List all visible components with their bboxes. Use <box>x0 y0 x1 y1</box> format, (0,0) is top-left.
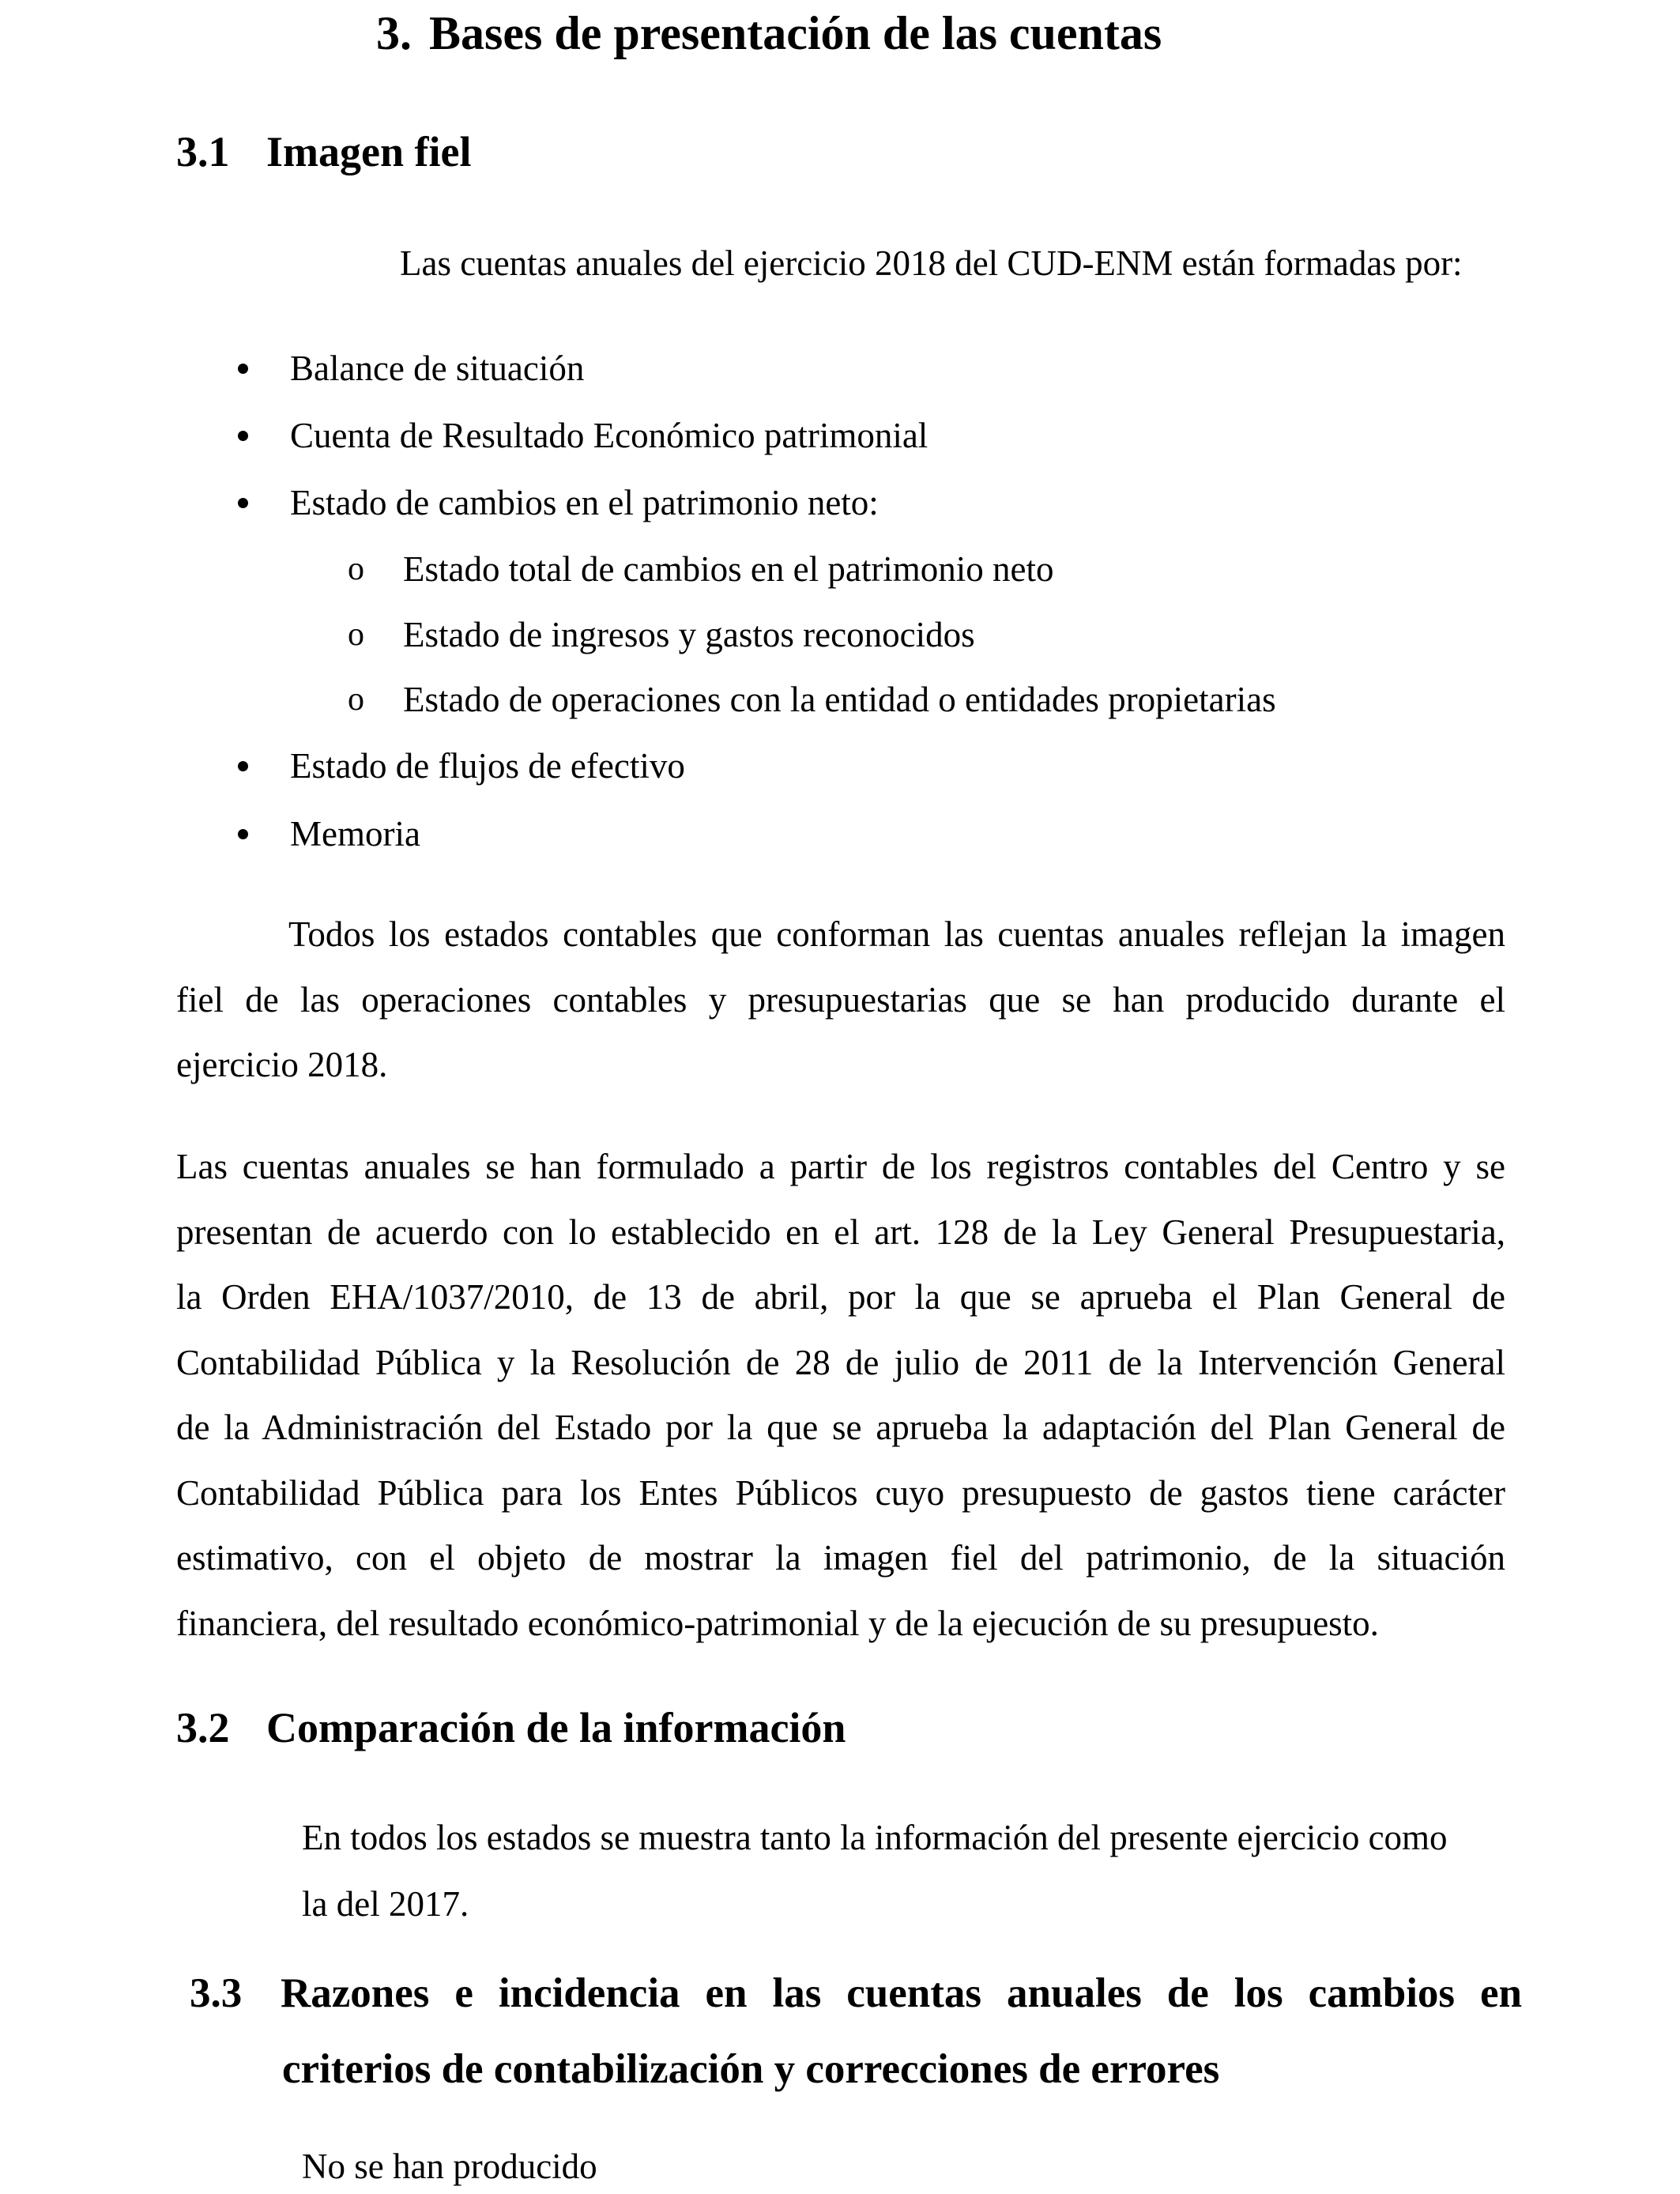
paragraph-line: Las cuentas anuales se han formulado a partir de los registros contables del Centro y se <box>176 1147 1505 1186</box>
bullet-icon <box>238 431 248 441</box>
paragraph-line: estimativo, con el objeto de mostrar la imagen fiel del patrimonio, de la situación <box>176 1538 1505 1578</box>
list-item: Balance de situación <box>290 349 585 388</box>
paragraph-line: ejercicio 2018. <box>176 1045 388 1084</box>
circle-bullet-icon: o <box>348 681 364 718</box>
paragraph-line: la del 2017. <box>302 1884 469 1924</box>
list-item: Estado de flujos de efectivo <box>290 746 685 786</box>
heading-word: de <box>1166 1970 1209 2016</box>
heading-3-3 <box>190 1955 1522 2107</box>
heading-3-1-number: 3.1 <box>176 128 230 175</box>
heading-3-3-number: 3.3 <box>190 1970 243 2016</box>
list-item: Memoria <box>290 814 420 854</box>
paragraph-line: presentan de acuerdo con lo establecido en el art. 128 de la Ley General Presupuestaria, <box>176 1212 1505 1252</box>
heading-word: anuales <box>1007 1970 1142 2016</box>
paragraph-line: Contabilidad Pública y la Resolución de 28 de julio de 2011 de la Intervención General <box>176 1342 1505 1382</box>
section-title: Bases de presentación de las cuentas <box>429 7 1162 59</box>
intro-text: Las cuentas anuales del ejercicio 2018 del CUD-ENM están formadas por: <box>400 243 1463 283</box>
paragraph-imagen-fiel <box>176 902 1505 1098</box>
heading-word: en <box>1480 1970 1523 2016</box>
paragraph-line: de la Administración del Estado por la que se aprueba la adaptación del Plan General de <box>176 1408 1505 1447</box>
heading-word: incidencia <box>498 1970 680 2016</box>
list-item: Estado de cambios en el patrimonio neto: <box>290 483 879 522</box>
bullet-icon <box>238 498 248 508</box>
sub-list-item: Estado de ingresos y gastos reconocidos <box>403 615 975 654</box>
bullet-icon <box>238 364 248 374</box>
paragraph-line: financiera, del resultado económico-patrimonial y de la ejecución de su presupuesto. <box>176 1603 1379 1643</box>
page-title <box>376 2 1162 65</box>
heading-word: cambios <box>1308 1970 1456 2016</box>
paragraph-formulacion <box>176 1134 1505 1656</box>
heading-3-2 <box>176 1696 846 1759</box>
heading-3-3-line-2: criterios de contabilización y correcciones de errores <box>282 2046 1220 2092</box>
paragraph-line: la Orden EHA/1037/2010, de 13 de abril, por la que se aprueba el Plan General de <box>176 1277 1505 1317</box>
paragraph-cambios: No se han producido <box>302 2147 597 2186</box>
paragraph-comparacion <box>302 1804 1448 1937</box>
circle-bullet-icon: o <box>348 616 364 653</box>
list-item: Cuenta de Resultado Económico patrimonial <box>290 416 929 455</box>
heading-3-3-line-1 <box>190 1955 1522 2031</box>
heading-3-2-number: 3.2 <box>176 1704 230 1751</box>
heading-word: Razones <box>281 1970 430 2016</box>
heading-3-1-title: Imagen fiel <box>266 128 472 175</box>
heading-word: los <box>1234 1970 1283 2016</box>
paragraph-line: Contabilidad Pública para los Entes Públicos cuyo presupuesto de gastos tiene carácter <box>176 1472 1505 1513</box>
heading-word: cuentas <box>846 1970 982 2016</box>
sub-list-item: Estado de operaciones con la entidad o entidades propietarias <box>403 680 1276 719</box>
bullet-icon <box>238 761 248 771</box>
heading-3-2-title: Comparación de la información <box>266 1704 846 1751</box>
bullet-icon <box>238 829 248 839</box>
paragraph-line: Todos los estados contables que conforman las cuentas anuales reflejan la imagen <box>288 914 1505 954</box>
paragraph-line: En todos los estados se muestra tanto la información del presente ejercicio como <box>302 1818 1448 1857</box>
section-number: 3. <box>376 7 412 59</box>
heading-word: e <box>454 1970 473 2016</box>
circle-bullet-icon: o <box>348 551 364 587</box>
heading-word: las <box>772 1970 822 2016</box>
heading-word: en <box>705 1970 748 2016</box>
paragraph-line: fiel de las operaciones contables y presupuestarias que se han producido durante el <box>176 979 1505 1020</box>
sub-list-item: Estado total de cambios en el patrimonio neto <box>403 549 1054 589</box>
heading-3-1 <box>176 120 471 183</box>
